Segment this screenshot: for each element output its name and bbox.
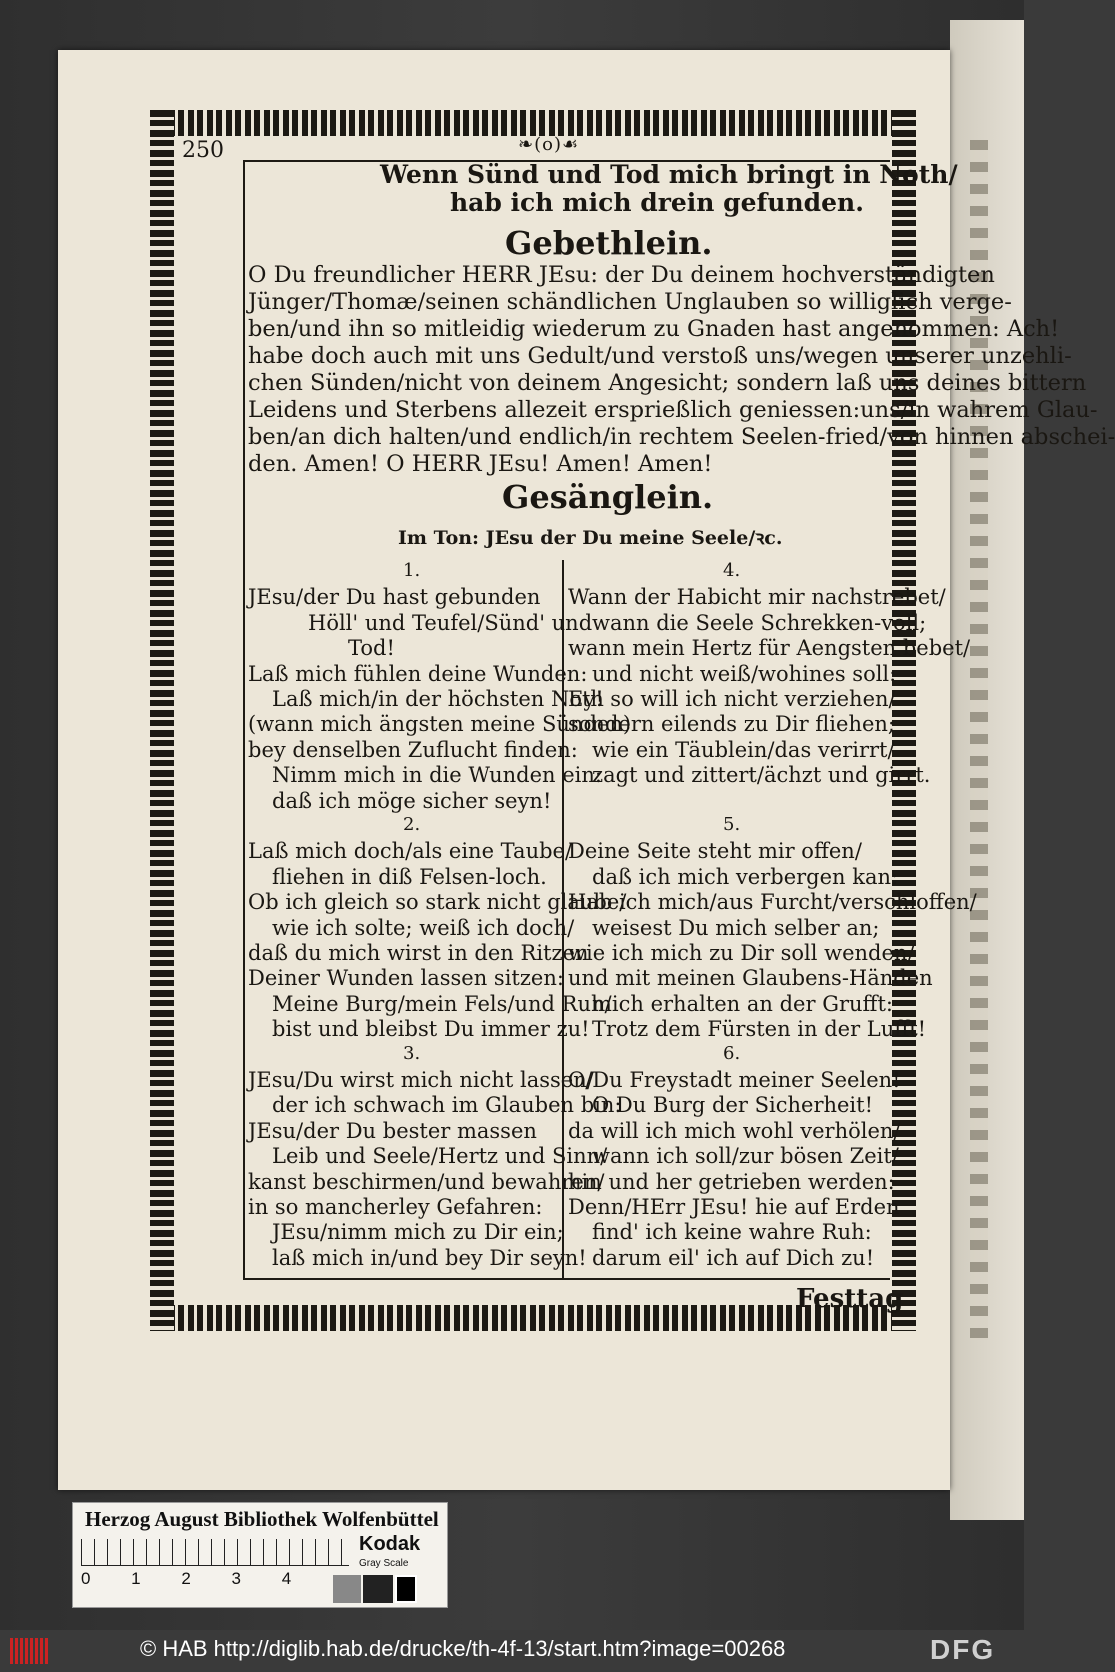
ornament-border-left: [150, 110, 174, 1331]
verse-line: Deine Seite steht mir offen/: [568, 839, 862, 864]
verse-line: Nimm mich in die Wunden ein:: [272, 763, 602, 788]
verse-line: kanst beschirmen/und bewahren/: [248, 1169, 605, 1194]
margin-rule: [243, 160, 245, 1280]
verse-line: fliehen in diß Felsen-loch.: [272, 864, 547, 889]
verse-line: in so mancherley Gefahren:: [248, 1195, 543, 1219]
verse-line: Hab ich mich/aus Furcht/verschloffen/: [568, 890, 977, 915]
verse-line: O Du Burg der Sicherheit!: [592, 1093, 874, 1118]
verse-line: laß mich in/und bey Dir seyn!: [272, 1245, 587, 1270]
library-label: [72, 1502, 448, 1608]
verse-line: sondern eilends zu Dir fliehen;: [568, 712, 895, 737]
verse-line: der ich schwach im Glauben bin:: [272, 1093, 622, 1118]
verse-number: 3.: [403, 1042, 421, 1064]
verse-line: daß du mich wirst in den Ritzen: [248, 941, 589, 965]
dfg-logo: DFG: [930, 1634, 996, 1665]
heading-line-2: hab ich mich drein gefunden.: [450, 188, 864, 217]
kodak-logo: Kodak: [359, 1533, 421, 1555]
prayer-line: den. Amen! O HERR JEsu! Amen! Amen!: [248, 451, 713, 477]
verse-line: und nicht weiß/wohines soll:: [592, 661, 897, 686]
verse-line: zagt und zittert/ächzt und girrt.: [592, 763, 931, 788]
prayer-line: O Du freundlicher HERR JEsu: der Du deinem hochverständigten: [248, 262, 995, 288]
verse-number: 5.: [723, 814, 741, 835]
heading-line-1: Wenn Sünd und Tod mich bringt in Noth/: [380, 160, 958, 189]
verse-line: wann mein Hertz für Aengsten bebet/: [568, 636, 971, 661]
prayer-title: Gebethlein.: [505, 224, 713, 262]
verse-line: JEsu/der Du bester massen: [248, 1118, 537, 1143]
prayer-line: chen Sünden/nicht von deinem Angesicht; sondern laß uns deines bittern: [248, 370, 1087, 396]
prayer-line: Leidens und Sterbens allezeit ersprießlich geniessen:uns/in wahrem Glau-: [248, 397, 1098, 423]
prayer-line: habe doch auch mit uns Gedult/und verstoß uns/wegen unserer unzehli-: [248, 343, 1072, 369]
footer-rule: [245, 1278, 890, 1280]
verse-line: mich erhalten an der Grufft:: [592, 991, 893, 1016]
next-page-edge: [950, 20, 1024, 1520]
verse-line: und mit meinen Glaubens-Händen: [568, 966, 933, 991]
verse-line: Meine Burg/mein Fels/und Ruh/: [272, 991, 612, 1016]
verse-line: bist und bleibst Du immer zu!: [272, 1017, 590, 1042]
black-swatch: [395, 1575, 417, 1603]
verse-line: JEsu/der Du hast gebunden: [248, 585, 541, 610]
catchword: Festtag: [796, 1284, 904, 1314]
verse-line: da will ich mich wohl verhölen/: [568, 1118, 901, 1143]
verse-line: JEsu/nimm mich zu Dir ein;: [272, 1220, 564, 1245]
verse-line: bey denselben Zuflucht finden:: [248, 737, 578, 762]
verse-line: Laß mich/in der höchsten Noth: [272, 687, 604, 711]
song-title: Gesänglein.: [502, 478, 714, 516]
verse-line: Laß mich doch/als eine Taube/: [248, 839, 573, 864]
verse-line: daß ich möge sicher seyn!: [272, 788, 552, 813]
verse-line: find' ich keine wahre Ruh:: [592, 1220, 872, 1245]
verse-line: darum eil' ich auf Dich zu!: [592, 1245, 875, 1270]
verse-line: (wann mich ängsten meine Sünden): [248, 712, 632, 737]
header-ornament: ❧(o)☙: [518, 134, 580, 155]
prayer-line: ben/an dich halten/und endlich/in rechtem Seelen-fried/von hinnen abschei-: [248, 424, 1115, 450]
verse-line: Höll' und Teufel/Sünd' und: [308, 610, 593, 635]
verse-line: wie ein Täublein/das verirrt/: [592, 737, 895, 762]
verse-line: Wann der Habicht mir nachstrebet/: [568, 585, 946, 610]
verse-line: wie ich solte; weiß ich doch/: [272, 915, 575, 940]
verse-line: Trotz dem Fürsten in der Lufft!: [592, 1017, 927, 1042]
verse-line: hin und her getrieben werden:: [568, 1169, 895, 1194]
verse-line: JEsu/Du wirst mich nicht lassen/: [248, 1068, 594, 1092]
verse-line: Leib und Seele/Hertz und Sinn/: [272, 1144, 608, 1169]
verse-line: wie ich mich zu Dir soll wenden/: [568, 941, 915, 965]
verse-line: daß ich mich verbergen kan:: [592, 864, 899, 889]
verse-number: 2.: [403, 814, 421, 835]
verse-line: Laß mich fühlen deine Wunden:: [248, 661, 588, 686]
verse-number: 6.: [723, 1042, 741, 1064]
verse-line: weisest Du mich selber an;: [592, 915, 880, 940]
verse-line: Tod!: [348, 636, 395, 661]
ruler-numbers: 0 1 2 3 4: [81, 1569, 292, 1588]
dark-swatch: [363, 1575, 393, 1603]
verse-line: O/Du Freystadt meiner Seelen!: [568, 1068, 901, 1092]
gray-swatch: [333, 1575, 361, 1603]
copyright-link[interactable]: © HAB http://diglib.hab.de/drucke/th-4f-13/start.htm?image=00268: [140, 1636, 786, 1661]
gray-scale-label: Gray Scale: [359, 1558, 409, 1569]
scale-ruler: [81, 1539, 349, 1566]
song-tune: Im Ton: JEsu der Du meine Seele/ꝛc.: [398, 527, 783, 549]
prayer-line: Jünger/Thomæ/seinen schändlichen Unglauben so williglich verge-: [248, 289, 1012, 315]
verse-line: wann ich soll/zur bösen Zeit/: [592, 1144, 899, 1169]
verse-line: Ey! so will ich nicht verziehen/: [568, 687, 896, 711]
verse-line: wann die Seele Schrekken-voll;: [592, 610, 927, 635]
library-name: Herzog August Bibliothek Wolfenbüttel: [85, 1507, 439, 1531]
ornament-border-top: [150, 110, 915, 136]
verse-number: 1.: [403, 560, 421, 581]
prayer-line: ben/und ihn so mitleidig wiederum zu Gnaden hast angenommen: Ach!: [248, 316, 1060, 342]
page-number: 250: [182, 138, 224, 163]
verse-line: Ob ich gleich so stark nicht glaube/: [248, 890, 627, 915]
verse-line: Denn/HErr JEsu! hie auf Erden: [568, 1195, 900, 1219]
barcode-icon: [10, 1638, 50, 1664]
verse-number: 4.: [723, 560, 741, 581]
viewer-footer: [0, 1630, 1024, 1672]
verse-line: Deiner Wunden lassen sitzen:: [248, 966, 564, 991]
